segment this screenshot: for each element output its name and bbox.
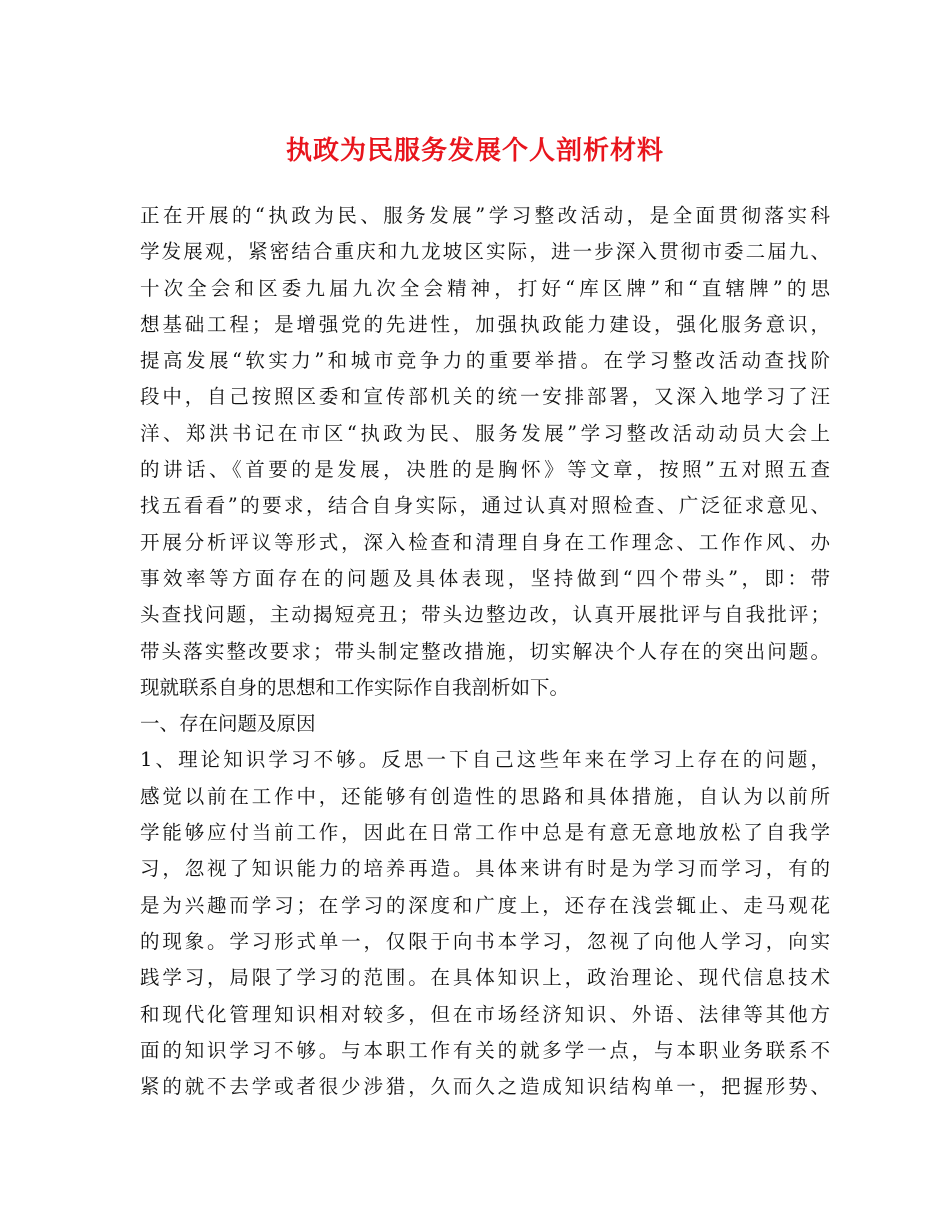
body-line: 正在开展的“执政为民、服务发展”学习整改活动，是全面贯彻落实科 bbox=[140, 204, 830, 227]
body-line: 是为兴趣而学习；在学习的深度和广度上，还存在浅尝辄止、走马观花 bbox=[140, 893, 830, 917]
body-line: 十次全会和区委九届九次全会精神，打好“库区牌”和“直辖牌”的思 bbox=[140, 276, 830, 300]
document-body bbox=[140, 198, 830, 1105]
body-line: 面的知识学习不够。与本职工作有关的就多学一点，与本职业务联系不 bbox=[140, 1038, 830, 1062]
body-line: 学发展观，紧密结合重庆和九龙坡区实际，进一步深入贯彻市委二届九、 bbox=[140, 240, 830, 264]
body-line: 事效率等方面存在的问题及具体表现，坚持做到“四个带头”，即：带 bbox=[140, 566, 830, 590]
body-line: 1、理论知识学习不够。反思一下自己这些年来在学习上存在的问题， bbox=[140, 748, 830, 772]
body-line: 提高发展“软实力”和城市竞争力的重要举措。在学习整改活动查找阶 bbox=[140, 349, 830, 373]
paragraph-end-line: 现就联系自身的思想和工作实际作自我剖析如下。 bbox=[140, 675, 570, 699]
body-line: 洋、郑洪书记在市区“执政为民、服务发展”学习整改活动动员大会上 bbox=[140, 421, 830, 445]
body-line: 和现代化管理知识相对较多，但在市场经济知识、外语、法律等其他方 bbox=[140, 1002, 830, 1026]
body-line: 头查找问题，主动揭短亮丑；带头边整边改，认真开展批评与自我批评； bbox=[140, 603, 830, 627]
body-line: 找五看看”的要求，结合自身实际，通过认真对照检查、广泛征求意见、 bbox=[140, 494, 830, 518]
document-title: 执政为民服务发展个人剖析材料 bbox=[285, 136, 664, 166]
body-line: 段中，自己按照区委和宣传部机关的统一安排部署，又深入地学习了汪 bbox=[140, 385, 830, 409]
body-line: 习，忽视了知识能力的培养再造。具体来讲有时是为学习而学习，有的 bbox=[140, 857, 830, 881]
body-line: 的现象。学习形式单一，仅限于向书本学习，忽视了向他人学习，向实 bbox=[140, 929, 830, 953]
body-line: 感觉以前在工作中，还能够有创造性的思路和具体措施，自认为以前所 bbox=[140, 784, 830, 808]
body-line: 的讲话、《首要的是发展，决胜的是胸怀》等文章，按照”五对照五查 bbox=[140, 458, 830, 482]
body-line: 想基础工程；是增强党的先进性，加强执政能力建设，强化服务意识， bbox=[140, 312, 830, 336]
body-line: 践学习，局限了学习的范围。在具体知识上，政治理论、现代信息技术 bbox=[140, 966, 830, 990]
section-heading: 一、存在问题及原因 bbox=[140, 712, 316, 736]
body-line: 带头落实整改要求；带头制定整改措施，切实解决个人存在的突出问题。 bbox=[140, 639, 830, 663]
body-line: 开展分析评议等形式，深入检查和清理自身在工作理念、工作作风、办 bbox=[140, 530, 830, 554]
body-line: 紧的就不去学或者很少涉猎，久而久之造成知识结构单一，把握形势、 bbox=[140, 1075, 830, 1099]
body-line: 学能够应付当前工作，因此在日常工作中总是有意无意地放松了自我学 bbox=[140, 821, 830, 845]
